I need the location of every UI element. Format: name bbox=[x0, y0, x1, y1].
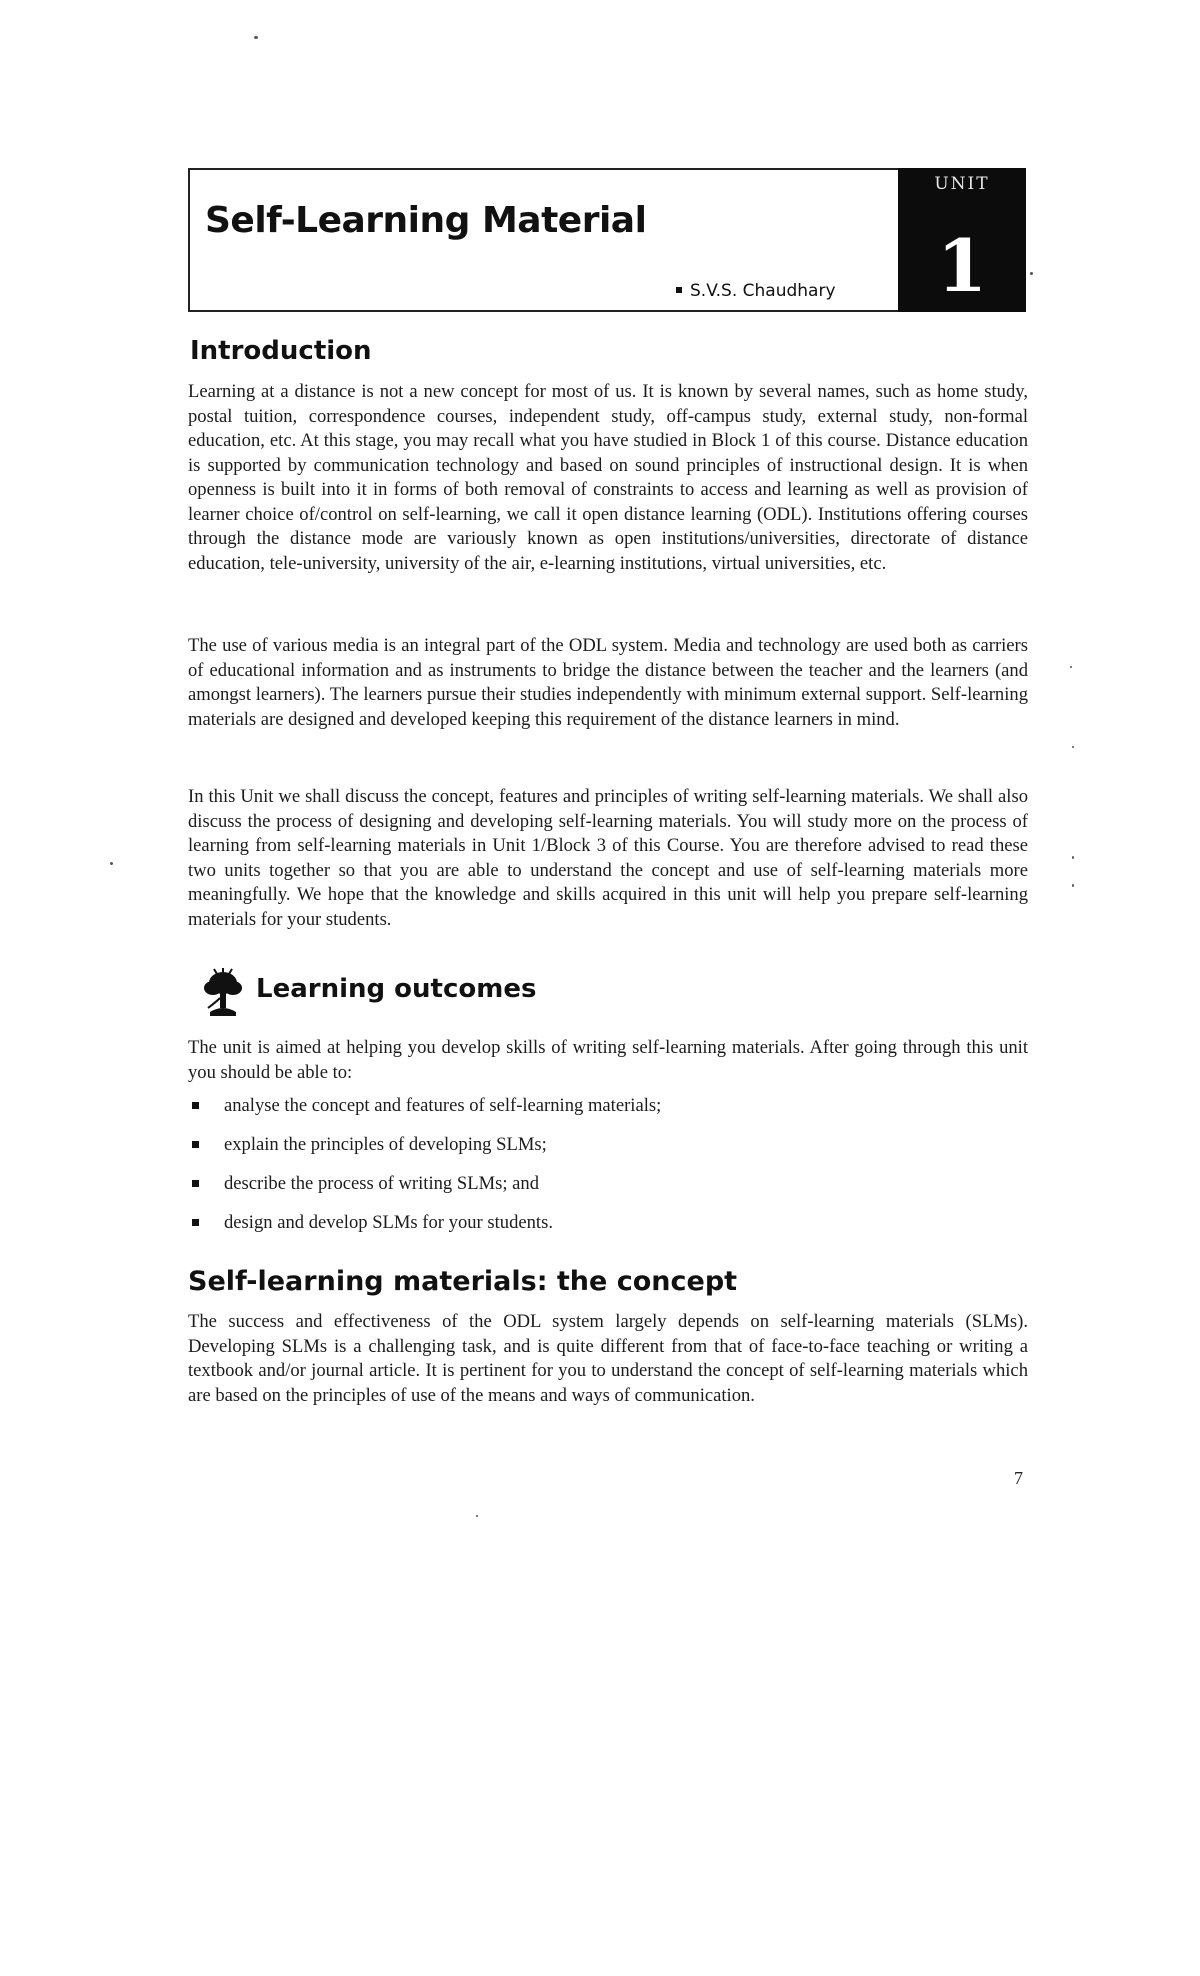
scan-speck bbox=[476, 1515, 478, 1517]
unit-badge-number: 1 bbox=[936, 223, 988, 308]
learning-outcome-text: explain the principles of developing SLMs; bbox=[224, 1134, 547, 1155]
introduction-heading: Introduction bbox=[190, 336, 372, 366]
concept-paragraph: The success and effectiveness of the ODL system largely depends on self-learning materials (SLMs). Developing SLMs is a challenging task, and is quite different from that of face-to-face teaching or writing a textbook and/or journal article. It is pertinent for you to understand the concept of self-learning materials which are based on the principles of use of the means and ways of communication. bbox=[188, 1311, 1028, 1406]
learning-outcome-item bbox=[192, 1133, 1012, 1172]
learning-outcomes-list bbox=[192, 1094, 1012, 1250]
learning-outcome-item bbox=[192, 1172, 1012, 1211]
scan-speck bbox=[1072, 856, 1074, 859]
learning-outcome-text: describe the process of writing SLMs; and bbox=[224, 1173, 539, 1194]
author-name: S.V.S. Chaudhary bbox=[690, 281, 836, 301]
scan-speck bbox=[1070, 666, 1072, 668]
author-bullet-icon bbox=[676, 287, 682, 293]
bullet-icon bbox=[192, 1180, 199, 1187]
learning-outcomes-heading: Learning outcomes bbox=[256, 974, 537, 1004]
bullet-icon bbox=[192, 1141, 199, 1148]
author-line bbox=[676, 281, 836, 301]
learning-outcomes-intro: The unit is aimed at helping you develop skills of writing self-learning materials. After going through this unit you should be able to: bbox=[188, 1037, 1028, 1083]
learning-outcome-item bbox=[192, 1211, 1012, 1250]
unit-title: Self-Learning Material bbox=[205, 200, 647, 241]
scan-speck bbox=[1030, 272, 1033, 275]
tree-icon bbox=[200, 968, 246, 1020]
bullet-icon bbox=[192, 1102, 199, 1109]
unit-badge bbox=[898, 168, 1026, 312]
unit-badge-label: UNIT bbox=[934, 174, 990, 194]
page-number: 7 bbox=[1014, 1468, 1023, 1488]
introduction-paragraph-3: In this Unit we shall discuss the concept, features and principles of writing self-learning materials. We shall also discuss the process of designing and developing self-learning materials. You will study more on the process of learning from self-learning materials in Unit 1/Block 3 of this Course. You are therefore advised to read these two units together so that you are able to understand the concept and use of self-learning materials more meaningfully. We hope that the knowledge and skills acquired in this unit will help you prepare self-learning materials for your students. bbox=[188, 786, 1028, 930]
scan-speck bbox=[254, 36, 258, 39]
bullet-icon bbox=[192, 1219, 199, 1226]
learning-outcome-text: design and develop SLMs for your students. bbox=[224, 1212, 553, 1233]
scan-speck bbox=[1072, 884, 1074, 887]
introduction-paragraph-2: The use of various media is an integral part of the ODL system. Media and technology are used both as carriers of educational information and as instruments to bridge the distance between the teacher and the learners (and amongst learners). The learners pursue their studies independently with minimum external support. Self-learning materials are designed and developed keeping this requirement of the distance learners in mind. bbox=[188, 635, 1028, 730]
scan-speck bbox=[1072, 746, 1074, 748]
learning-outcome-text: analyse the concept and features of self-learning materials; bbox=[224, 1095, 662, 1116]
introduction-paragraph-1: Learning at a distance is not a new concept for most of us. It is known by several names, such as home study, postal tuition, correspondence courses, independent study, off-campus study, external study, non-formal education, etc. At this stage, you may recall what you have studied in Block 1 of this course. Distance education is supported by communication technology and based on sound principles of instructional design. It is when openness is built into it in forms of both removal of constraints to access and learning as well as provision of learner choice of/control on self-learning, we call it open distance learning (ODL). Institutions offering courses through the distance mode are variously known as open institutions/universities, directorate of distance education, tele-university, university of the air, e-learning institutions, virtual universities, etc. bbox=[188, 381, 1028, 574]
scan-speck bbox=[110, 862, 113, 865]
learning-outcome-item bbox=[192, 1094, 1012, 1133]
concept-heading: Self-learning materials: the concept bbox=[188, 1266, 738, 1297]
